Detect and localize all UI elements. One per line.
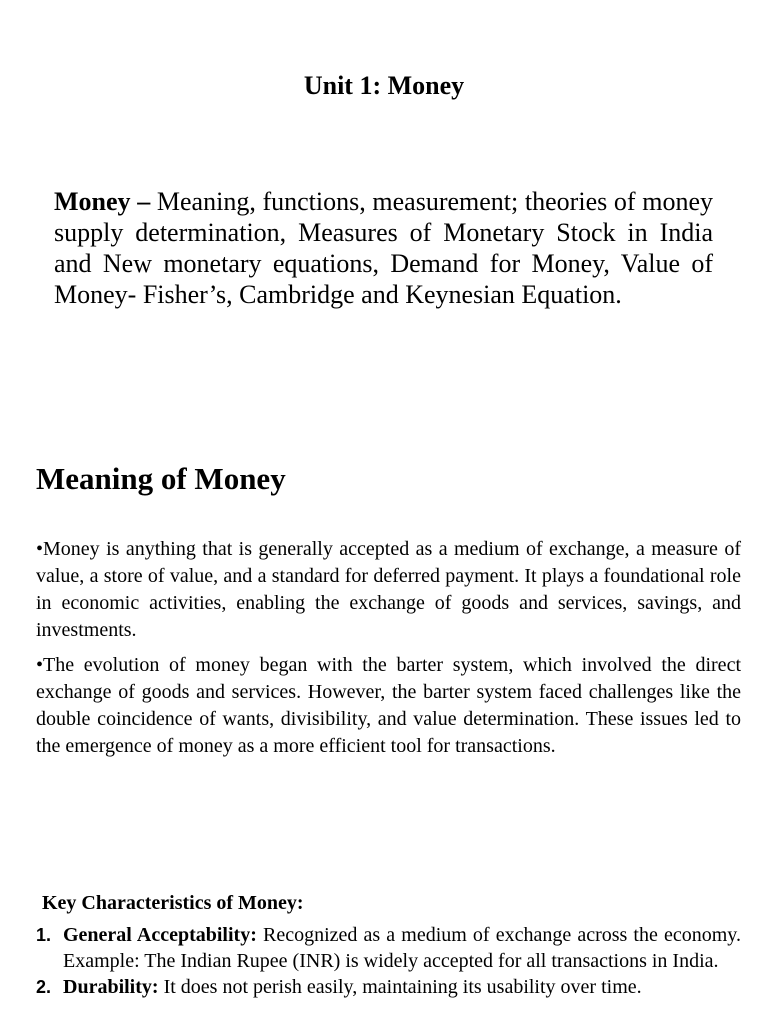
list-item	[36, 974, 741, 1000]
paragraph-evolution: •The evolution of money began with the barter system, which involved the direct exchange of goods and services. However, the barter system faced challenges like the double coincidence of wants, divisibility, and value determination. These issues led to the emergence of money as a more efficient tool for transactions.	[36, 654, 741, 757]
list-item-text: Recognized as a medium of exchange across the economy. Example: The Indian Rupee (INR) is widely accepted for all transactions in India.	[63, 924, 741, 972]
list-item-number: 2.	[36, 977, 52, 997]
key-characteristics-heading: Key Characteristics of Money:	[42, 892, 304, 914]
list-item	[36, 922, 741, 974]
list-item-term: General Acceptability:	[63, 924, 257, 946]
key-characteristics-list	[36, 922, 741, 1000]
list-item-number: 1.	[36, 925, 52, 945]
syllabus-text: Meaning, functions, measurement; theories of money supply determination, Measures of Monetary Stock in India and New monetary equations, Demand for Money, Value of Money- Fisher’s, Cambridge and Keynesian Equation.	[54, 187, 713, 309]
list-item-term: Durability:	[63, 976, 159, 998]
section-heading: Meaning of Money	[36, 461, 286, 496]
syllabus-paragraph	[54, 186, 713, 310]
unit-title: Unit 1: Money	[303, 71, 465, 100]
list-item-text: It does not perish easily, maintaining its usability over time.	[158, 976, 642, 998]
paragraph-definition: •Money is anything that is generally accepted as a medium of exchange, a measure of value, a store of value, and a standard for deferred payment. It plays a foundational role in economic activities, enabling the exchange of goods and services, savings, and investments.	[36, 538, 741, 641]
syllabus-lead: Money –	[54, 187, 151, 216]
